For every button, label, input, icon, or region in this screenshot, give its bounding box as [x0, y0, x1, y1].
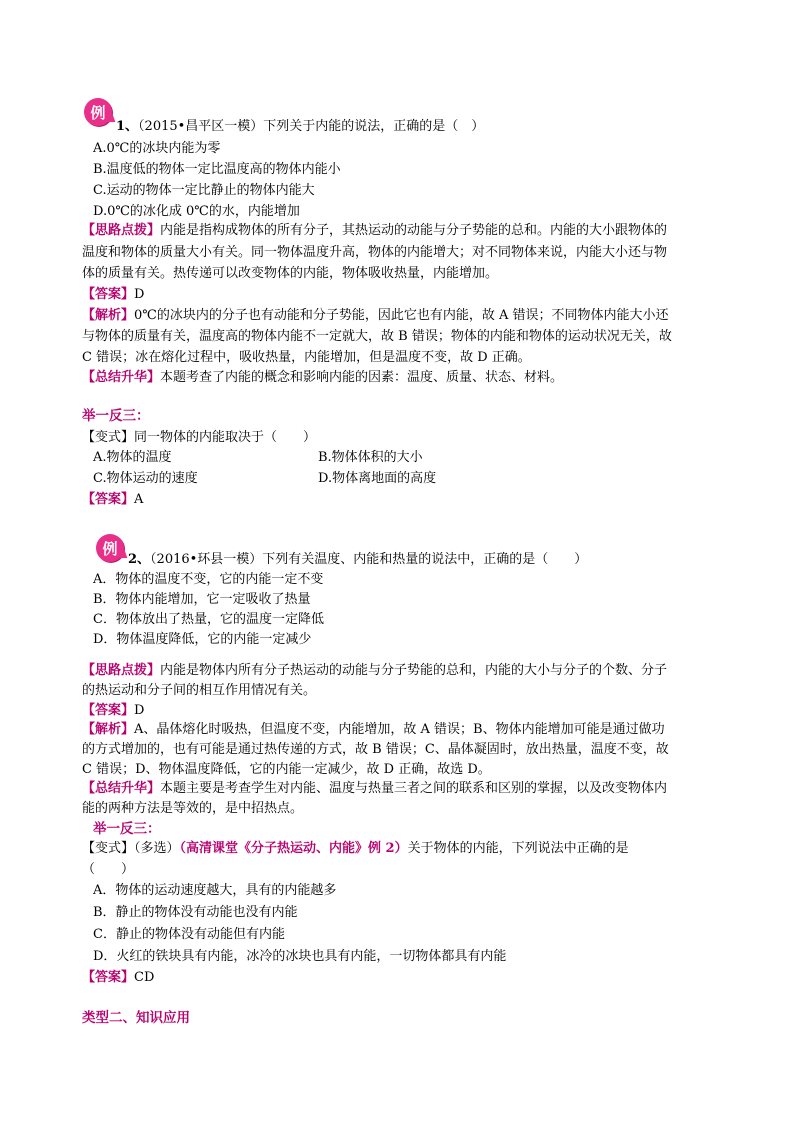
q1-option-b: B.温度低的物体一定比温度高的物体内能小 — [93, 162, 341, 177]
q1-option-d: D.0℃的冰化成 0℃的水，内能增加 — [93, 204, 300, 219]
q1-analysis-line-1: 【解析】0℃的冰块内的分子也有动能和分子势能，因此它也有内能，故 A 错误；不同物体内能大小还 — [82, 308, 669, 323]
q2-hint-line-1: 【思路点拨】内能是物体内所有分子热运动的动能与分子势能的总和，内能的大小与分子的个数、分子 — [82, 663, 668, 678]
variant-2-stem: 【变式】（多选）（高清课堂《分子热运动、内能》例 2）关于物体的内能，下列说法中正确的是 — [82, 841, 629, 856]
variant-1-stem: 【变式】同一物体的内能取决于（ ） — [82, 430, 317, 445]
variant-2-paren: （ ） — [82, 862, 135, 877]
q1-answer: 【答案】D — [82, 287, 145, 302]
q1-hint-line-2: 温度和物体的质量大小有关。同一物体温度升高，物体的内能增大；对不同物体来说，内能大小还与物 — [82, 245, 668, 260]
q1-option-c: C.运动的物体一定比静止的物体内能大 — [93, 183, 315, 198]
q2-analysis-line-2: 的方式增加的，也有可能是通过热传递的方式，故 B 错误；C、晶体凝固时，放出热量，温度不变，故 — [82, 742, 669, 757]
v1-answer: 【答案】A — [82, 492, 144, 507]
q1-summary: 【总结升华】本题考查了内能的概念和影响内能的因素：温度、质量、状态、材料。 — [82, 370, 564, 385]
q1-option-a: A.0℃的冰块内能为零 — [93, 141, 221, 156]
v2-answer: 【答案】CD — [82, 970, 155, 985]
q1-hint-line-1: 【思路点拨】内能是指构成物体的所有分子，其热运动的动能与分子势能的总和。内能的大小跟物体的 — [82, 223, 668, 238]
v1-option-d: D.物体离地面的高度 — [318, 471, 437, 486]
q2-option-c: C．物体放出了热量，它的温度一定降低 — [93, 612, 324, 627]
q2-summary-line-1: 【总结升华】本题主要是考查学生对内能、温度与热量三者之间的联系和区别的掌握，以及改变物体内 — [82, 781, 668, 796]
v2-option-a: A．物体的运动速度越大，具有的内能越多 — [93, 883, 337, 898]
q1-analysis-line-3: C 错误；冰在熔化过程中，吸收热量，内能增加，但是温度不变，故 D 正确。 — [82, 350, 531, 365]
example-badge-2: 例 — [96, 534, 124, 562]
q2-option-b: B．物体内能增加，它一定吸收了热量 — [93, 592, 311, 607]
q2-option-d: D．物体温度降低，它的内能一定减少 — [93, 632, 312, 647]
q2-hint-line-2: 的热运动和分子间的相互作用情况有关。 — [82, 683, 317, 698]
v1-option-b: B.物体体积的大小 — [318, 450, 423, 465]
v1-option-c: C.物体运动的速度 — [93, 471, 198, 486]
q2-answer: 【答案】D — [82, 703, 145, 718]
section-title: 类型二、知识应用 — [82, 1010, 190, 1026]
variant-1-heading: 举一反三： — [82, 408, 150, 424]
question-1-stem: 1、（2015•昌平区一模）下列关于内能的说法，正确的是（ ） — [116, 119, 485, 134]
q2-summary-line-2: 能的两种方法是等效的，是中招热点。 — [82, 801, 304, 816]
q1-hint-line-3: 体的质量有关。热传递可以改变物体的内能，物体吸收热量，内能增加。 — [82, 266, 499, 281]
example-badge-1: 例 — [84, 98, 112, 126]
q2-analysis-line-1: 【解析】A、晶体熔化时吸热，但温度不变，内能增加，故 A 错误；B、物体内能增加可能是通过做功 — [82, 722, 665, 737]
variant-2-heading: 举一反三： — [93, 821, 161, 837]
q2-option-a: A．物体的温度不变，它的内能一定不变 — [93, 572, 324, 587]
question-2-stem: 2、（2016•环县一模）下列有关温度、内能和热量的说法中，正确的是（ ） — [128, 552, 588, 567]
v2-option-d: D．火红的铁块具有内能，冰冷的冰块也具有内能，一切物体都具有内能 — [93, 949, 507, 964]
v2-option-b: B．静止的物体没有动能也没有内能 — [93, 905, 298, 920]
q2-analysis-line-3: C 错误；D、物体温度降低，它的内能一定减少，故 D 正确，故选 D。 — [82, 762, 491, 777]
v1-option-a: A.物体的温度 — [93, 450, 172, 465]
v2-option-c: C．静止的物体没有动能但有内能 — [93, 927, 285, 942]
q1-analysis-line-2: 与物体的质量有关，温度高的物体内能不一定就大，故 B 错误；物体的内能和物体的运动状况无关，故 — [82, 329, 672, 344]
